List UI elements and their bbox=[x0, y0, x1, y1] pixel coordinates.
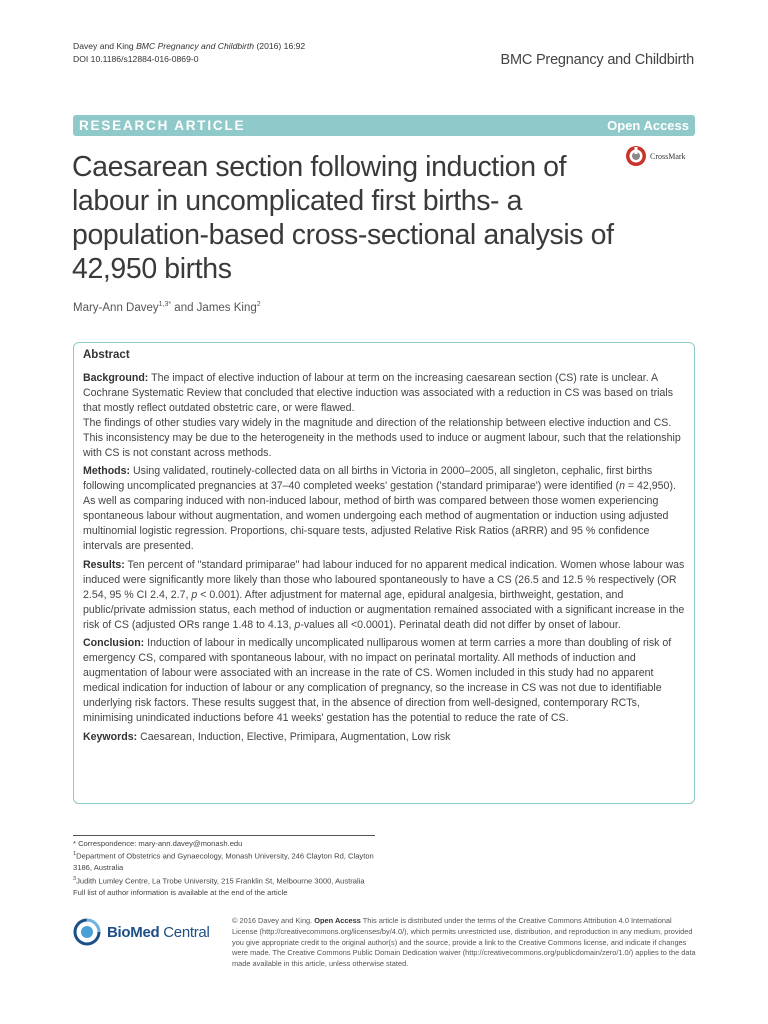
section-text: The impact of elective induction of labour at term on the increasing caesarean section (CS) rate is unclear. A Cochrane Systematic Review that concluded that elective induction was associated with a reduction in CS was based on trials that mostly reflect outdated obstetric care, or were flawed. bbox=[83, 372, 674, 414]
footnote-divider bbox=[73, 835, 375, 836]
abstract-heading: Abstract bbox=[83, 349, 130, 361]
affiliation-text: Judith Lumley Centre, La Trobe University, 215 Franklin St, Melbourne 3000, Australia bbox=[76, 876, 365, 886]
citation-volume: (2016) 16:92 bbox=[254, 41, 306, 51]
section-text: Using validated, routinely-collected data on all births in Victoria in 2000–2005, all singleton, cephalic, first births following uncomplicated pregnancies at 37–40 completed weeks' gestation ('standard primiparae') were identified ( bbox=[83, 465, 653, 493]
section-text: < 0.001). After adjustment for maternal age, epidural analgesia, birthweight, gestation, and public/private admission status, each method of induction or augmentation remained associated with a significant increase in the risk of CS (adjusted ORs range 1.48 to 4.13, bbox=[83, 588, 685, 631]
abstract-keywords bbox=[83, 730, 685, 745]
affiliation-mark: 3 bbox=[73, 875, 77, 882]
license-statement bbox=[232, 916, 698, 970]
section-label: Background: bbox=[83, 372, 149, 384]
citation-header bbox=[73, 40, 305, 66]
section-text: -values all <0.0001). Perinatal death did not differ by onset of labour. bbox=[300, 618, 621, 631]
abstract-background bbox=[83, 371, 685, 460]
section-label: Conclusion: bbox=[83, 637, 145, 650]
section-text: Induction of labour in medically uncomplicated nulliparous women at term carries a more than doubling of risk of emergency CS, compared with spontaneous labour, with no impact on perinatal mortality. All methods of induction and augmentation of labour were associated with an increase in the rate of CS. Women included in this study had no apparent medical indication for induction of labour or any complication of pregnancy, so the increase in CS was not due to identifiable underlying risk factors. These results suggest that, in the absence of direction from well-designed, contemporary RCTs, minimising unindicated inductions before 41 weeks' gestation has the potential to reduce the rate of CS. bbox=[83, 637, 672, 724]
crossmark-label: CrossMark bbox=[650, 151, 686, 161]
section-label: Results: bbox=[83, 558, 125, 571]
section-label: Keywords: bbox=[83, 730, 138, 743]
author-name[interactable]: and James King bbox=[171, 301, 257, 314]
affiliation-mark: 1 bbox=[73, 851, 77, 858]
section-text: The findings of other studies vary widely in the magnitude and direction of the relationship between elective induction and CS. This inconsistency may be due to the heterogeneity in the methods used to induce or augment labour, such that the relationship with CS is not constant across methods. bbox=[83, 416, 681, 459]
logo-bio-text: BioMed bbox=[107, 923, 160, 941]
author-affiliation-mark: 1,3* bbox=[158, 301, 172, 308]
article-type-banner bbox=[73, 115, 695, 136]
abstract-results bbox=[83, 558, 685, 633]
section-label: Methods: bbox=[83, 465, 131, 478]
biomed-central-logo[interactable] bbox=[73, 918, 210, 946]
journal-name: BMC Pregnancy and Childbirth bbox=[500, 52, 694, 68]
author-info-note: Full list of author information is available at the end of the article bbox=[73, 887, 288, 897]
footnotes bbox=[73, 835, 383, 898]
open-access-label: Open Access bbox=[607, 118, 689, 133]
citation-journal: BMC Pregnancy and Childbirth bbox=[136, 41, 255, 51]
affiliation bbox=[73, 849, 383, 873]
affiliation-text: Department of Obstetrics and Gynaecology, Monash University, 246 Clayton Rd, Clayton 3186, Australia bbox=[73, 851, 374, 873]
biomed-central-icon bbox=[73, 918, 101, 946]
section-text: = 42,950). As well as comparing induced with non-induced labour, method of birth was compared between those women experiencing spontaneous labour without augmentation, and women undergoing each method of augmentation or induction using adjusted multinomial logistic regression. Proportions, chi-square tests, adjusted Relative Risk Ratios (aRRR) and 95 % confidence intervals are presented. bbox=[83, 480, 676, 552]
citation-authors: Davey and King bbox=[73, 41, 134, 51]
abstract-methods bbox=[83, 464, 685, 553]
italic-symbol: p bbox=[294, 618, 301, 631]
author-list bbox=[73, 301, 261, 314]
article-type-label: RESEARCH ARTICLE bbox=[79, 118, 246, 133]
crossmark-button[interactable] bbox=[625, 145, 686, 167]
abstract-box bbox=[73, 342, 695, 804]
logo-central-text: Central bbox=[159, 923, 210, 941]
license-open-access: Open Access bbox=[314, 916, 361, 925]
italic-symbol: p bbox=[191, 588, 198, 601]
italic-symbol: n bbox=[619, 480, 625, 493]
author-name[interactable]: Mary-Ann Davey bbox=[73, 301, 159, 314]
doi-link[interactable]: DOI 10.1186/s12884-016-0869-0 bbox=[73, 54, 199, 64]
article-title: Caesarean section following induction of labour in uncomplicated first births- a population-based cross-sectional analysis of 42,950 births bbox=[72, 151, 614, 285]
section-text: Ten percent of "standard primiparae" had labour induced for no apparent medical indication. Women whose labour was induced were significantly more likely than those who laboured spontaneously to have a CS (26.5 and 12.5 % respectively (OR 2.54, 95 % CI 2.4, 2.7, bbox=[83, 558, 685, 601]
section-text: Caesarean, Induction, Elective, Primipara, Augmentation, Low risk bbox=[137, 730, 451, 743]
author-affiliation-mark: 2 bbox=[256, 301, 261, 308]
correspondence-email[interactable]: * Correspondence: mary-ann.davey@monash.edu bbox=[73, 839, 243, 848]
abstract-conclusion bbox=[83, 636, 685, 725]
crossmark-icon bbox=[625, 145, 647, 167]
license-text: This article is distributed under the terms of the Creative Commons Attribution 4.0 International License (http://creativecommons.org/licenses/by/4.0/), which permits unrestricted use, distribution, and reproduction in any medium, provided you give appropriate credit to the original author(s) and the source, provide a link to the Creative Commons license, and indicate if changes were made. The Creative Commons Public Domain Dedication waiver (http://creativecommons.org/publicdomain/zero/1.0/) applies to the data made available in this article, unless otherwise stated. bbox=[232, 916, 696, 969]
affiliation bbox=[73, 874, 383, 887]
license-text: © 2016 Davey and King. bbox=[232, 916, 315, 925]
